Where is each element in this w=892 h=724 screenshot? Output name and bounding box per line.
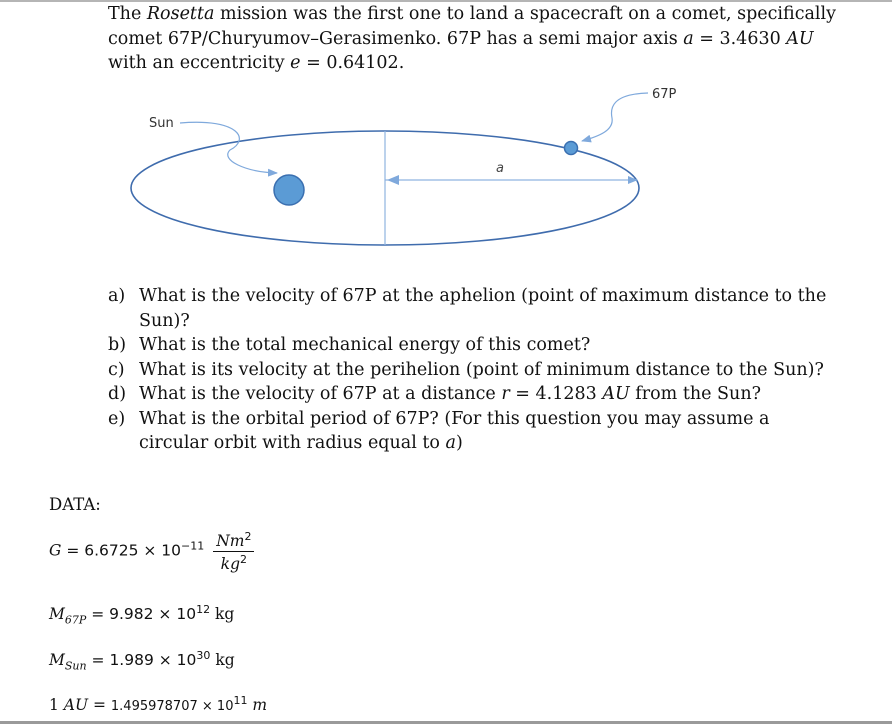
astronomical-unit-equation: 1 AU = $1.495978707 \times 10^{11}$ m [49, 694, 268, 715]
comet-67p-body [565, 142, 578, 155]
sun-callout-line [180, 122, 277, 173]
major-axis-arrow-left-head [387, 175, 399, 185]
intro-line-3: with an eccentricity e = 0.64102. [108, 53, 405, 73]
a-symbol: a [683, 28, 694, 49]
question-b: b) What is the total mechanical energy of this comet? [108, 335, 591, 355]
a-unit: AU [786, 28, 814, 49]
sun-body [274, 175, 304, 205]
axis-label-a: a [496, 161, 504, 176]
question-c: c) What is its velocity at the perihelion (point of minimum distance to the Sun)? [108, 359, 824, 380]
g-units-fraction: $\frac{Nm^2}{kg^2}$ [213, 530, 254, 573]
question-e: e) What is the orbital period of 67P? (For this question you may assume a circular orbit with radius equal to a) [108, 408, 770, 453]
comet-label: 67P [652, 87, 677, 102]
question-d: d) What is the velocity of 67P at a distance r = 4.1283 AU from the Sun? [108, 384, 761, 404]
gravitational-constant-equation: $G = 6.6725 \times 10^{-11}$ $\frac{Nm^2}{kg^2}$ [49, 530, 254, 573]
e-symbol: e [290, 53, 301, 73]
questions-list [108, 284, 828, 456]
comet-callout-line [582, 93, 648, 141]
question-a: a) What is the velocity of 67P at the aphelion (point of maximum distance to the Sun)? [108, 286, 827, 331]
sun-label: Sun [149, 116, 174, 131]
a-value: 3.4630 [719, 28, 781, 49]
mission-name: Rosetta [146, 4, 215, 24]
intro-line-2: comet 67P/Churyumov–Gerasimenko. 67P has a semi major axis a = 3.4630 AU [108, 28, 814, 49]
orbit-diagram [0, 0, 892, 280]
e-value: 0.64102. [326, 53, 405, 73]
data-heading: DATA: [49, 495, 101, 514]
mass-sun-equation: $M_{Sun} = 1.989 \times 10^{30}$ kg [49, 649, 235, 673]
mass-67p-equation: $M_{67P} = 9.982 \times 10^{12}$ kg [49, 603, 235, 627]
intro-line-1: The Rosetta mission was the first one to land a spacecraft on a comet, specifically [108, 4, 837, 24]
